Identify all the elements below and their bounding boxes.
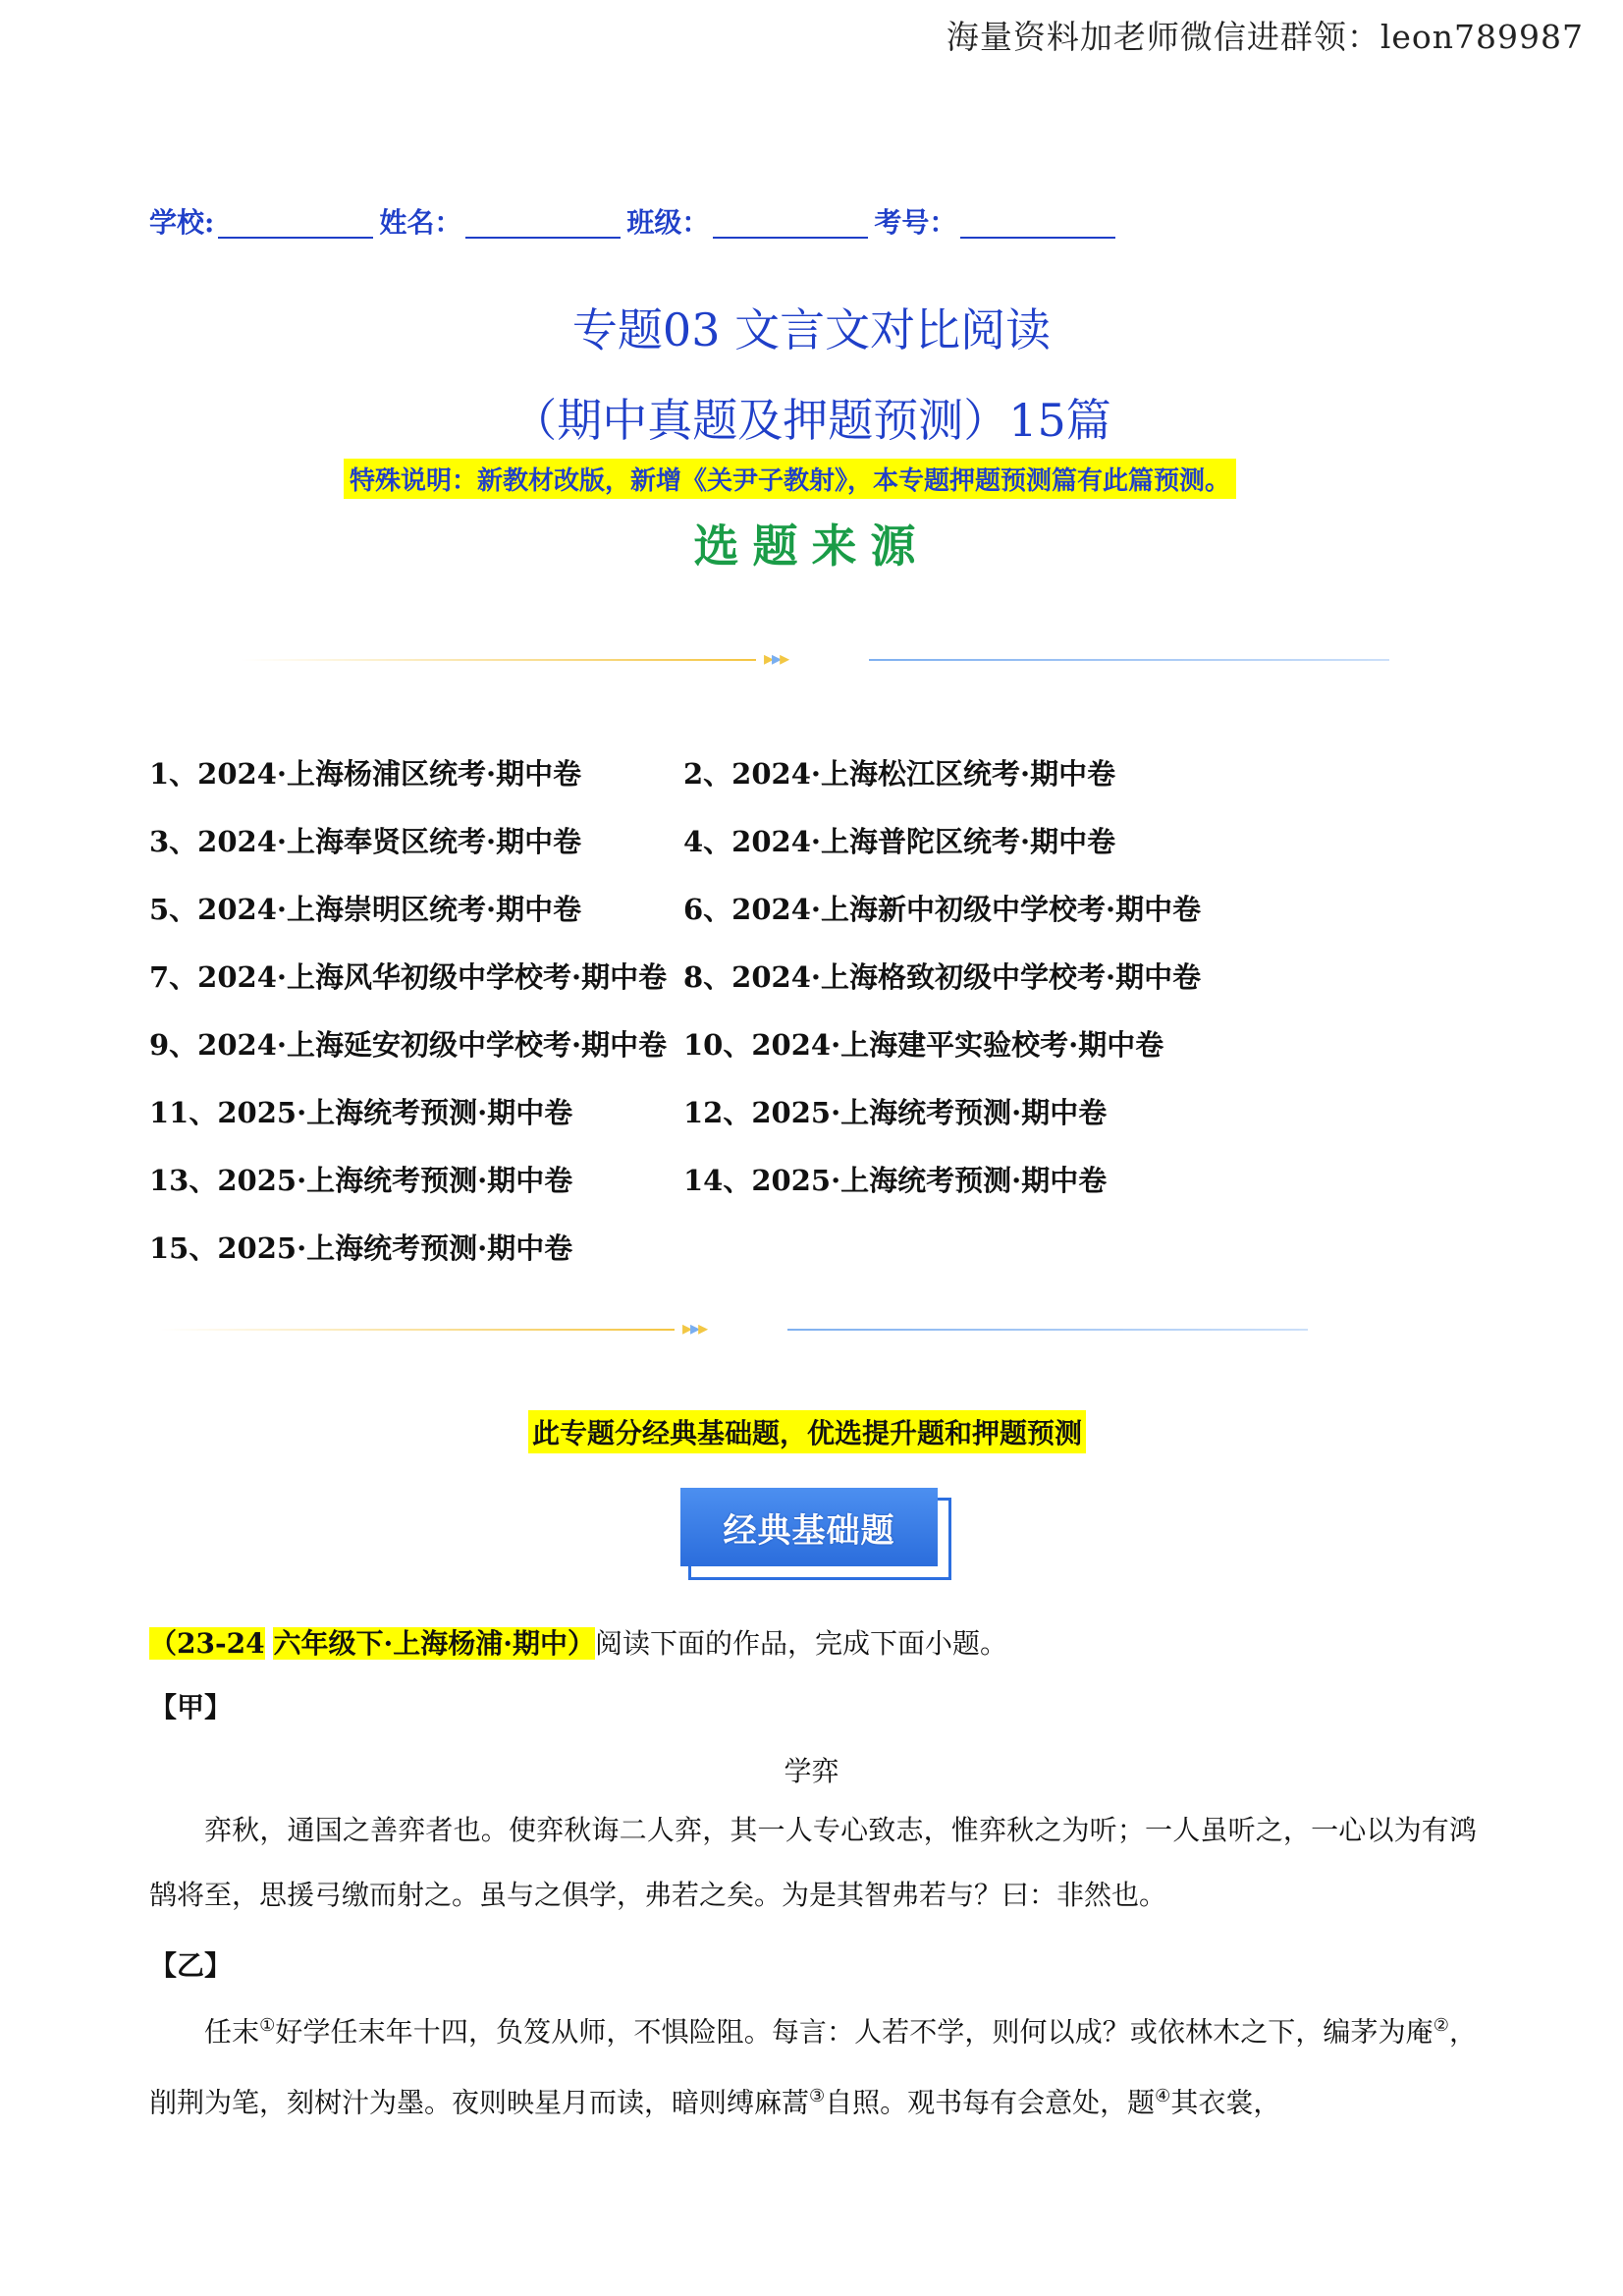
passage-yi-segment: ，削荆为笔，刻树汁为墨。夜则映星月而读，暗则缚麻蒿 (149, 2015, 1477, 2119)
source-item: 12、2025·上海统考预测·期中卷 (683, 1096, 1108, 1129)
source-item: 14、2025·上海统考预测·期中卷 (683, 1164, 1108, 1197)
sources-row (149, 1010, 1229, 1077)
question-instruction: 阅读下面的作品，完成下面小题。 (594, 1627, 1007, 1660)
section-split-note: 此专题分经典基础题，优选提升题和押题预测 (528, 1410, 1086, 1453)
bottom-divider (159, 1310, 1308, 1349)
page-subtitle: （期中真题及押题预测）15篇 (512, 394, 1111, 447)
special-note: 特殊说明：新教材改版，新增《关尹子教射》，本专题押题预测篇有此篇预测。 (344, 459, 1236, 499)
school-blank[interactable] (218, 211, 373, 239)
footnote-marker: ③ (809, 2086, 826, 2107)
school-label: 学校: (149, 206, 215, 239)
sources-row (149, 942, 1229, 1010)
source-item: 3、2024·上海奉贤区统考·期中卷 (149, 825, 582, 858)
watermark-text: 海量资料加老师微信进群领：leon789987 (946, 18, 1584, 56)
top-divider (241, 640, 1389, 680)
sources-list (149, 738, 1229, 1281)
class-label: 班级： (626, 206, 710, 239)
passage-jia-label: 【甲】 (149, 1691, 233, 1723)
passage-yi-segment: 其衣裳， (1170, 2086, 1281, 2119)
passage-yi-segment: 任末 (204, 2015, 260, 2049)
name-blank[interactable] (465, 211, 621, 239)
sources-row (149, 1077, 1229, 1145)
sources-row (149, 738, 1229, 806)
sources-row (149, 874, 1229, 942)
passage-yi-label: 【乙】 (149, 1949, 233, 1982)
source-item: 8、2024·上海格致初级中学校考·期中卷 (683, 960, 1202, 994)
source-item: 1、2024·上海杨浦区统考·期中卷 (149, 757, 582, 791)
source-item: 15、2025·上海统考预测·期中卷 (149, 1231, 573, 1265)
passage-yi-segment: 自照。观书每有会意处，题 (825, 2086, 1156, 2119)
source-item: 9、2024·上海延安初级中学校考·期中卷 (149, 1028, 668, 1062)
sources-row (149, 1145, 1229, 1213)
source-item: 6、2024·上海新中初级中学校考·期中卷 (683, 893, 1202, 926)
footnote-marker: ① (259, 2015, 276, 2036)
classic-basics-badge (680, 1488, 951, 1579)
sources-row (149, 1213, 1229, 1281)
passage-yi-segment: 好学任末年十四，负笈从师，不惧险阻。每言：人若不学，则何以成？或依林木之下，编茅为庵 (275, 2015, 1434, 2049)
footnote-marker: ④ (1155, 2086, 1171, 2107)
question-source-detail: 六年级下·上海杨浦·期中） (273, 1627, 595, 1660)
source-item: 11、2025·上海统考预测·期中卷 (149, 1096, 573, 1129)
class-blank[interactable] (713, 211, 868, 239)
source-item: 10、2024·上海建平实验校考·期中卷 (683, 1028, 1164, 1062)
name-label: 姓名： (379, 206, 462, 239)
source-item: 7、2024·上海风华初级中学校考·期中卷 (149, 960, 668, 994)
arrow-icon: ▸▸▸ (764, 646, 788, 670)
source-item: 5、2024·上海崇明区统考·期中卷 (149, 893, 582, 926)
question-source-year: （23-24 (149, 1627, 265, 1660)
student-info-row (149, 201, 1121, 241)
question-header (149, 1622, 1007, 1662)
footnote-marker: ② (1433, 2015, 1449, 2036)
passage-yi-text (149, 1994, 1477, 2136)
passage-jia-text: 弈秋，通国之善弈者也。使弈秋诲二人弈，其一人专心致志，惟弈秋之为听；一人虽听之，一心以为有鸿鹄将至，思援弓缴而射之。虽与之俱学，弗若之矣。为是其智弗若与？曰：非然也。 (149, 1814, 1477, 1911)
arrow-icon: ▸▸▸ (682, 1316, 707, 1339)
page-title: 专题03 文言文对比阅读 (571, 303, 1052, 356)
passage-jia-title: 学弈 (784, 1755, 839, 1787)
sources-row (149, 806, 1229, 874)
badge-label: 经典基础题 (723, 1510, 895, 1551)
source-item: 4、2024·上海普陀区统考·期中卷 (683, 825, 1116, 858)
exam-no-label: 考号： (874, 206, 957, 239)
exam-no-blank[interactable] (960, 211, 1115, 239)
sources-heading: 选题来源 (693, 519, 930, 573)
source-item: 13、2025·上海统考预测·期中卷 (149, 1164, 573, 1197)
source-item: 2、2024·上海松江区统考·期中卷 (683, 757, 1116, 791)
